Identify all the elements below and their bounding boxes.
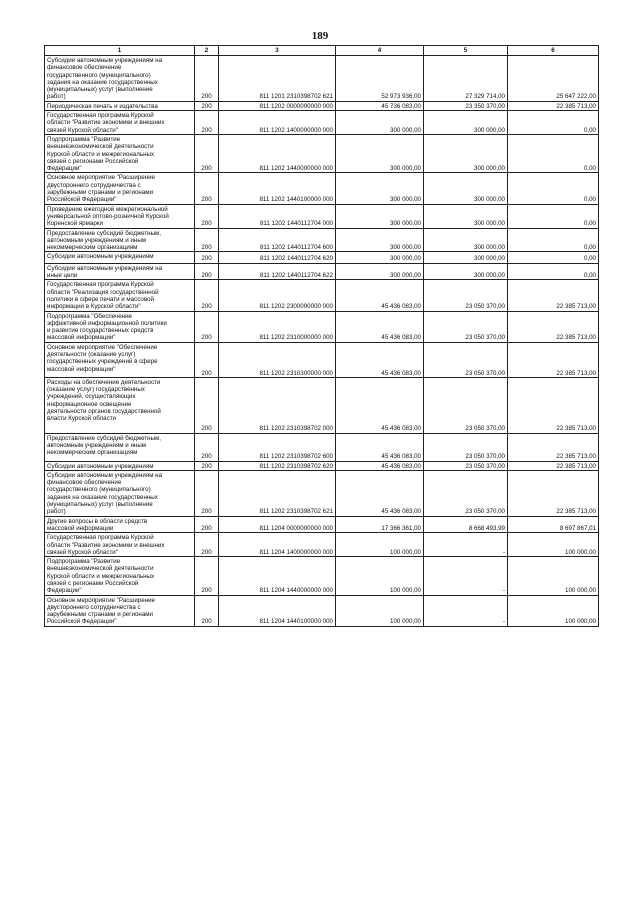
- item-name-cell: [45, 461, 195, 470]
- cell-text: 45 436 083,00: [381, 462, 421, 470]
- cell-text: 0,00: [583, 196, 596, 204]
- item-name-cell: [45, 263, 195, 280]
- cell-text: 0,00: [583, 244, 596, 252]
- amount-cell: [508, 56, 599, 102]
- amount-cell: [508, 516, 599, 533]
- budget-code-cell: [219, 252, 336, 263]
- budget-code-cell: [219, 280, 336, 311]
- cell-text: 200: [201, 196, 212, 204]
- cell-text: 200: [201, 244, 212, 252]
- cell-text: 200: [201, 587, 212, 595]
- amount-cell: [424, 470, 508, 516]
- cell-text: 811 1202 1440112704 622: [259, 272, 333, 280]
- item-name-text: Периодическая печать и издательства: [47, 102, 158, 110]
- amount-cell: [424, 533, 508, 557]
- amount-cell: [336, 228, 424, 252]
- cell-text: 300 000,00: [390, 126, 421, 134]
- cell-text: 22 385 713,00: [556, 425, 596, 433]
- item-name-cell: [45, 56, 195, 102]
- cell-text: 23 050 370,00: [465, 508, 505, 516]
- amount-cell: [424, 595, 508, 626]
- amount-cell: [424, 56, 508, 102]
- item-name-text: Подпрограмма "Развитие внешнеэкономической деятельности Курской области и межрегиональных связей с регионами Российской Федерации": [47, 135, 155, 173]
- budget-code-cell: [219, 342, 336, 377]
- amount-cell: [424, 134, 508, 172]
- cell-text: 23 050 370,00: [465, 425, 505, 433]
- cell-text: 811 1202 1440112704 000: [259, 220, 333, 228]
- amount-cell: [336, 111, 424, 135]
- table-row: [45, 342, 599, 377]
- cell-text: 22 385 713,00: [556, 102, 596, 110]
- cell-text: 45 436 083,00: [381, 508, 421, 516]
- budget-code-cell: [219, 516, 336, 533]
- line-code-cell: [195, 263, 219, 280]
- cell-text: 22 385 713,00: [556, 334, 596, 342]
- cell-text: 811 1204 1440100000 000: [259, 618, 333, 626]
- cell-text: 25 647 222,00: [556, 93, 596, 101]
- cell-text: 100 000,00: [565, 548, 596, 556]
- amount-cell: [508, 204, 599, 228]
- amount-cell: [424, 252, 508, 263]
- amount-cell: [336, 134, 424, 172]
- table-row: [45, 111, 599, 135]
- cell-text: 300 000,00: [474, 126, 505, 134]
- line-code-cell: [195, 470, 219, 516]
- cell-text: 23 050 370,00: [465, 369, 505, 377]
- budget-code-cell: [219, 433, 336, 461]
- amount-cell: [508, 311, 599, 342]
- amount-cell: [424, 516, 508, 533]
- cell-text: 200: [201, 334, 212, 342]
- column-header: 2: [195, 46, 219, 56]
- table-row: [45, 533, 599, 557]
- amount-cell: [508, 134, 599, 172]
- line-code-cell: [195, 101, 219, 110]
- cell-text: 200: [201, 93, 212, 101]
- amount-cell: [336, 595, 424, 626]
- cell-text: 300 000,00: [474, 255, 505, 263]
- amount-cell: [336, 377, 424, 433]
- amount-cell: [336, 433, 424, 461]
- cell-text: 22 385 713,00: [556, 303, 596, 311]
- cell-text: 811 1202 0000000000 000: [259, 102, 333, 110]
- line-code-cell: [195, 173, 219, 204]
- cell-text: 811 1201 2310398702 621: [259, 93, 333, 101]
- cell-text: 45 436 083,00: [381, 303, 421, 311]
- column-header: 4: [336, 46, 424, 56]
- amount-cell: [508, 470, 599, 516]
- cell-text: 200: [201, 548, 212, 556]
- item-name-cell: [45, 134, 195, 172]
- cell-text: 200: [201, 618, 212, 626]
- line-code-cell: [195, 204, 219, 228]
- amount-cell: [424, 461, 508, 470]
- cell-text: 300 000,00: [390, 272, 421, 280]
- cell-text: 300 000,00: [390, 244, 421, 252]
- cell-text: 200: [201, 303, 212, 311]
- amount-cell: [336, 280, 424, 311]
- item-name-cell: [45, 533, 195, 557]
- cell-text: 200: [201, 462, 212, 470]
- cell-text: 45 436 083,00: [381, 334, 421, 342]
- item-name-cell: [45, 516, 195, 533]
- line-code-cell: [195, 461, 219, 470]
- item-name-cell: [45, 470, 195, 516]
- amount-cell: [336, 533, 424, 557]
- cell-text: 45 436 083,00: [381, 453, 421, 461]
- cell-text: 200: [201, 369, 212, 377]
- amount-cell: [336, 461, 424, 470]
- cell-text: 8 697 867,01: [559, 524, 596, 532]
- cell-text: 300 000,00: [474, 196, 505, 204]
- item-name-cell: [45, 111, 195, 135]
- cell-text: 811 1202 2310398702 000: [259, 425, 333, 433]
- budget-code-cell: [219, 111, 336, 135]
- table-row: [45, 470, 599, 516]
- cell-text: 8 668 493,99: [468, 524, 505, 532]
- budget-code-cell: [219, 557, 336, 595]
- amount-cell: [424, 204, 508, 228]
- cell-spacer: [47, 373, 192, 377]
- amount-cell: [336, 470, 424, 516]
- amount-cell: [424, 377, 508, 433]
- item-name-cell: [45, 377, 195, 433]
- amount-cell: [508, 342, 599, 377]
- budget-code-cell: [219, 204, 336, 228]
- cell-text: 100 000,00: [390, 587, 421, 595]
- cell-text: 200: [201, 524, 212, 532]
- amount-cell: [508, 173, 599, 204]
- amount-cell: [508, 101, 599, 110]
- amount-cell: [508, 263, 599, 280]
- line-code-cell: [195, 377, 219, 433]
- cell-text: 45 436 083,00: [381, 425, 421, 433]
- item-name-text: Субсидии автономным учреждениям: [47, 462, 154, 470]
- header-row: [45, 46, 599, 56]
- cell-text: 811 1202 2310398702 600: [259, 453, 333, 461]
- table-row: [45, 173, 599, 204]
- line-code-cell: [195, 433, 219, 461]
- amount-cell: [336, 311, 424, 342]
- item-name-text: Другие вопросы в области средств массовой информации: [47, 517, 148, 532]
- item-name-text: Субсидии автономным учреждениям на финансовое обеспечение государственного (муниципального) задания на оказание государственных (муниципальных) услуг (выполнение работ): [47, 57, 163, 101]
- cell-text: 200: [201, 453, 212, 461]
- line-code-cell: [195, 516, 219, 533]
- cell-spacer: [47, 423, 192, 433]
- cell-text: 27 329 714,00: [465, 93, 505, 101]
- table-row: [45, 101, 599, 110]
- cell-text: 100 000,00: [565, 618, 596, 626]
- cell-text: 200: [201, 126, 212, 134]
- cell-text: 811 1202 2310000000 000: [259, 334, 333, 342]
- budget-code-cell: [219, 311, 336, 342]
- item-name-text: Государственная программа Курской области "Развитие экономики и внешних связей Курской области": [47, 534, 165, 556]
- budget-code-cell: [219, 173, 336, 204]
- cell-text: 200: [201, 508, 212, 516]
- cell-text: 300 000,00: [474, 272, 505, 280]
- cell-text: 22 385 713,00: [556, 453, 596, 461]
- budget-code-cell: [219, 470, 336, 516]
- item-name-text: Субсидии автономным учреждениям: [47, 253, 154, 261]
- table-row: [45, 433, 599, 461]
- cell-text: 300 000,00: [390, 165, 421, 173]
- amount-cell: [424, 433, 508, 461]
- cell-text: 0,00: [583, 165, 596, 173]
- amount-cell: [508, 533, 599, 557]
- amount-cell: [508, 228, 599, 252]
- column-header: 3: [219, 46, 336, 56]
- item-name-cell: [45, 204, 195, 228]
- budget-code-cell: [219, 461, 336, 470]
- item-name-text: Основное мероприятие "Обеспечение деятельности (оказание услуг) государственных учреждений в сфере массовой информации": [47, 343, 158, 373]
- line-code-cell: [195, 533, 219, 557]
- cell-text: 200: [201, 425, 212, 433]
- item-name-text: Субсидии автономным учреждениям на финансовое обеспечение государственного (муниципального) задания на оказание государственных (муниципальных) услуг (выполнение работ): [47, 471, 163, 516]
- item-name-cell: [45, 342, 195, 377]
- table-row: [45, 252, 599, 263]
- cell-text: 200: [201, 102, 212, 110]
- amount-cell: [336, 342, 424, 377]
- budget-code-cell: [219, 263, 336, 280]
- item-name-cell: [45, 595, 195, 626]
- table-row: [45, 461, 599, 470]
- amount-cell: [336, 516, 424, 533]
- cell-text: 811 1202 1440112704 620: [259, 255, 333, 263]
- table-row: [45, 204, 599, 228]
- budget-code-cell: [219, 134, 336, 172]
- item-name-cell: [45, 101, 195, 110]
- cell-text: 811 1202 2310300000 000: [259, 369, 333, 377]
- cell-text: 45 736 083,00: [381, 102, 421, 110]
- cell-text: 45 436 083,00: [381, 369, 421, 377]
- line-code-cell: [195, 557, 219, 595]
- item-name-text: Государственная программа Курской области "Реализация государственной политики в сфере печати и массовой информации в Курской области": [47, 281, 159, 311]
- budget-code-cell: [219, 595, 336, 626]
- cell-text: 811 1204 1440000000 000: [259, 587, 333, 595]
- amount-cell: [424, 280, 508, 311]
- table-row: [45, 311, 599, 342]
- cell-text: 300 000,00: [474, 165, 505, 173]
- item-name-text: Субсидии автономным учреждениям на иные цели: [47, 264, 163, 280]
- amount-cell: [336, 101, 424, 110]
- budget-code-cell: [219, 533, 336, 557]
- column-header: 5: [424, 46, 508, 56]
- cell-text: 23 350 370,00: [465, 102, 505, 110]
- cell-text: 811 1202 1440112704 600: [259, 244, 333, 252]
- amount-cell: [424, 311, 508, 342]
- item-name-cell: [45, 433, 195, 461]
- cell-text: 200: [201, 220, 212, 228]
- amount-cell: [336, 252, 424, 263]
- table-row: [45, 263, 599, 280]
- cell-text: 811 1204 0000000000 000: [259, 524, 333, 532]
- cell-text: 23 050 370,00: [465, 462, 505, 470]
- cell-text: 200: [201, 165, 212, 173]
- item-name-cell: [45, 252, 195, 263]
- amount-cell: [508, 461, 599, 470]
- cell-text: 100 000,00: [565, 587, 596, 595]
- cell-text: 0,00: [583, 255, 596, 263]
- amount-cell: [508, 280, 599, 311]
- cell-text: 811 1202 2300000000 000: [259, 303, 333, 311]
- line-code-cell: [195, 111, 219, 135]
- amount-cell: [336, 173, 424, 204]
- line-code-cell: [195, 595, 219, 626]
- amount-cell: [508, 377, 599, 433]
- cell-text: 17 366 361,00: [381, 524, 421, 532]
- cell-text: 300 000,00: [474, 244, 505, 252]
- cell-text: 811 1202 1440100000 000: [259, 196, 333, 204]
- cell-text: 100 000,00: [390, 618, 421, 626]
- amount-cell: [508, 433, 599, 461]
- budget-code-cell: [219, 228, 336, 252]
- table-row: [45, 228, 599, 252]
- amount-cell: [336, 557, 424, 595]
- cell-text: 23 050 370,00: [465, 453, 505, 461]
- amount-cell: [336, 263, 424, 280]
- table-row: [45, 56, 599, 102]
- cell-text: 811 1204 1400000000 000: [259, 548, 333, 556]
- item-name-text: Предоставление субсидий бюджетным, автономным учреждениям и иным некоммерческим организациям: [47, 229, 162, 252]
- cell-text: 22 385 713,00: [556, 462, 596, 470]
- cell-text: 811 1202 2310398702 620: [259, 462, 333, 470]
- table-row: [45, 557, 599, 595]
- cell-text: 811 1202 1440000000 000: [259, 165, 333, 173]
- cell-text: 22 385 713,00: [556, 508, 596, 516]
- cell-text: 23 050 370,00: [465, 303, 505, 311]
- amount-cell: [508, 111, 599, 135]
- cell-text: 300 000,00: [474, 220, 505, 228]
- cell-text: 811 1202 1400000000 000: [259, 126, 333, 134]
- cell-text: 200: [201, 272, 212, 280]
- budget-code-cell: [219, 56, 336, 102]
- table-row: [45, 516, 599, 533]
- amount-cell: [508, 557, 599, 595]
- amount-cell: [424, 101, 508, 110]
- amount-cell: [424, 557, 508, 595]
- cell-text: 0,00: [583, 272, 596, 280]
- cell-text: 23 050 370,00: [465, 334, 505, 342]
- item-name-cell: [45, 228, 195, 252]
- cell-text: -: [502, 587, 505, 595]
- amount-cell: [336, 204, 424, 228]
- table-row: [45, 595, 599, 626]
- line-code-cell: [195, 228, 219, 252]
- item-name-text: Подпрограмма "Развитие внешнеэкономической деятельности Курской области и межрегиональных связей с регионами Российской Федерации": [47, 558, 155, 595]
- cell-text: 811 1202 2310398702 621: [259, 508, 333, 516]
- budget-code-cell: [219, 377, 336, 433]
- item-name-text: Проведение ежегодной межрегиональной универсальной оптово-розничной Курской Коренской ярмарки: [47, 205, 169, 228]
- cell-text: 100 000,00: [390, 548, 421, 556]
- amount-cell: [424, 342, 508, 377]
- cell-text: 0,00: [583, 126, 596, 134]
- amount-cell: [424, 111, 508, 135]
- item-name-text: Подпрограмма "Обеспечение эффективной информационной политики и развитие государственных средств массовой информации": [47, 312, 167, 342]
- line-code-cell: [195, 134, 219, 172]
- item-name-text: Государственная программа Курской области "Развитие экономики и внешних связей Курской области": [47, 112, 165, 134]
- table-row: [45, 134, 599, 172]
- cell-text: 22 385 713,00: [556, 369, 596, 377]
- budget-table: [44, 45, 599, 627]
- item-name-text: Расходы на обеспечение деятельности (оказание услуг) государственных учреждений, осуществляющих информационное освещение деятельности органов государственной власти Курской области: [47, 378, 161, 423]
- item-name-cell: [45, 557, 195, 595]
- column-header: 1: [45, 46, 195, 56]
- amount-cell: [424, 173, 508, 204]
- budget-code-cell: [219, 101, 336, 110]
- page-number: 189: [311, 30, 329, 42]
- cell-text: -: [502, 618, 505, 626]
- cell-text: 300 000,00: [390, 196, 421, 204]
- amount-cell: [424, 263, 508, 280]
- item-name-text: Предоставление субсидий бюджетным, автономным учреждениям и иным некоммерческим организациям: [47, 434, 162, 457]
- table-row: [45, 377, 599, 433]
- line-code-cell: [195, 311, 219, 342]
- amount-cell: [508, 252, 599, 263]
- amount-cell: [508, 595, 599, 626]
- item-name-text: Основное мероприятие "Расширение двустороннего сотрудничества с зарубежными странами и регионами Российской Федерации": [47, 596, 155, 626]
- item-name-text: Основное мероприятие "Расширение двустороннего сотрудничества с зарубежными странами и регионами Российской Федерации": [47, 174, 155, 204]
- cell-text: 300 000,00: [390, 220, 421, 228]
- item-name-cell: [45, 173, 195, 204]
- cell-text: 0,00: [583, 220, 596, 228]
- item-name-cell: [45, 311, 195, 342]
- cell-text: 300 000,00: [390, 255, 421, 263]
- amount-cell: [336, 56, 424, 102]
- table-row: [45, 280, 599, 311]
- cell-spacer: [47, 457, 192, 461]
- line-code-cell: [195, 280, 219, 311]
- amount-cell: [424, 228, 508, 252]
- line-code-cell: [195, 342, 219, 377]
- cell-text: -: [502, 548, 505, 556]
- item-name-cell: [45, 280, 195, 311]
- cell-text: 52 973 936,00: [381, 93, 421, 101]
- line-code-cell: [195, 56, 219, 102]
- cell-text: 200: [201, 255, 212, 263]
- line-code-cell: [195, 252, 219, 263]
- column-header: 6: [508, 46, 599, 56]
